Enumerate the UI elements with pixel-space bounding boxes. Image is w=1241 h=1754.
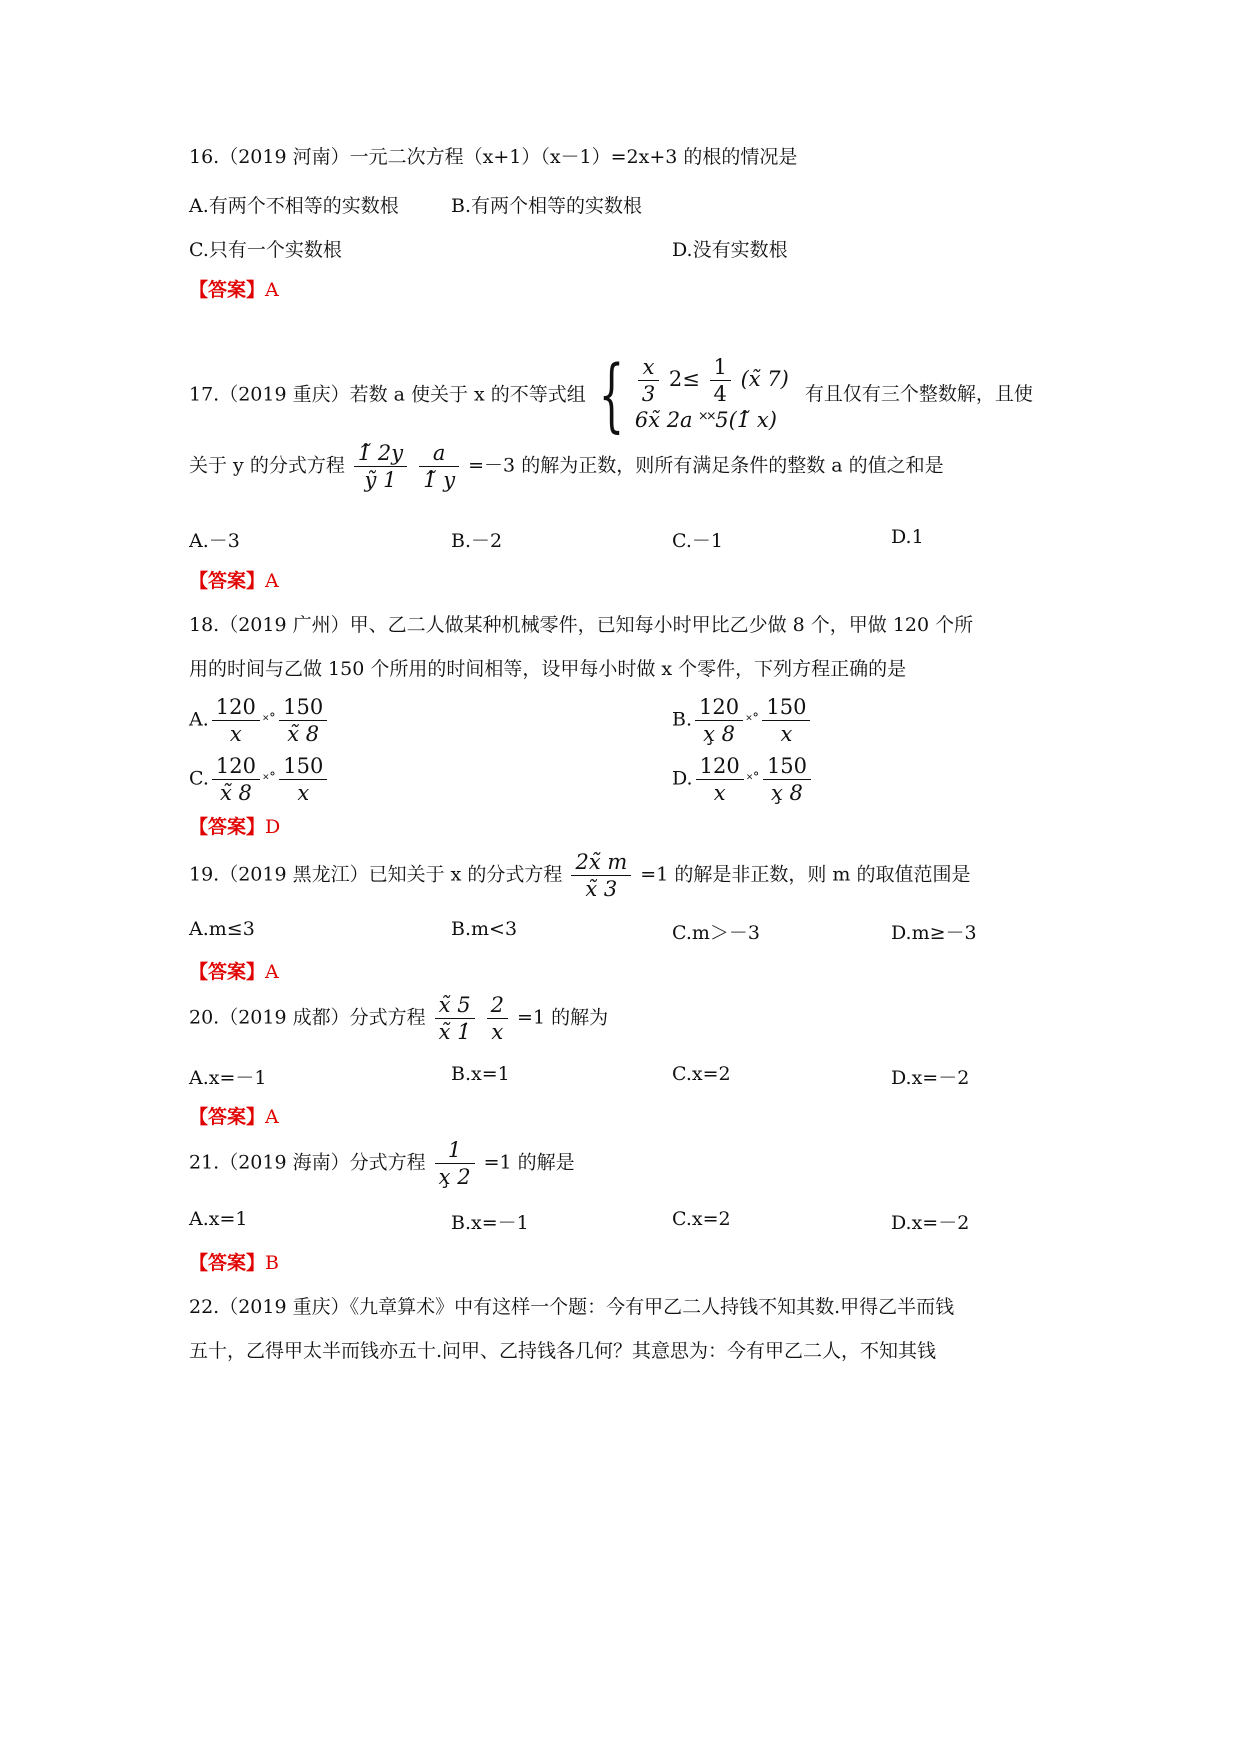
answer-label: 【答案】 [189,961,266,983]
q17-option-d: D.1 [891,526,924,548]
q18-option-b: B. $\frac{120}{x̧ 8}$ ˟˚ $\frac{150}{x}$ [672,695,813,746]
q19-option-d: D.m≥－3 [891,922,977,944]
q16-option-d: D.没有实数根 [672,239,788,261]
answer-label: 【答案】 [189,816,266,838]
q21-option-a: A.x=1 [189,1208,248,1230]
answer-value: A [265,279,279,301]
fraction: $\frac{150}{x̃ 8}$ [279,695,327,746]
q18-option-d: D. $\frac{120}{x}$ ˟˚ $\frac{150}{x̧ 8}$ [672,754,814,805]
q16-stem: 16.（2019 河南）一元二次方程（x+1）（x－1）=2x+3 的根的情况是 [189,146,798,168]
q17-prefix: 17.（2019 重庆）若数 a 使关于 x 的不等式组 [189,383,586,406]
fraction: $\frac{150}{x̧ 8}$ [763,754,811,805]
answer-label: 【答案】 [189,279,266,301]
q18-option-c: C. $\frac{120}{x̃ 8}$ ˟˚ $\frac{150}{x}$ [189,754,330,805]
q19-answer [189,961,279,984]
q22-stem-line1: 22.（2019 重庆）《九章算术》中有这样一个题：今有甲乙二人持钱不知其数.甲得乙半而钱 [189,1296,955,1318]
q16-option-c: C.只有一个实数根 [189,239,342,261]
q20-answer [189,1106,279,1129]
q17-stem-line2: 关于 y 的分式方程 $\frac{1̃ 2y}{\text{ỹ 1}}$ $\frac{a}{1̃ y}$ =－3 的解为正数，则所有满足条件的整数 a 的值之和是 [189,441,944,493]
q19-option-b: B.m<3 [451,918,518,940]
fraction: $\frac{120}{x̃ 8}$ [212,754,260,805]
answer-value: A [265,1106,279,1128]
q19-option-a: A.m≤3 [189,918,255,940]
fraction: $\frac{1}{4}$ [710,355,731,406]
inequality-system [635,355,789,436]
q20-option-a: A.x=－1 [189,1067,267,1089]
answer-label: 【答案】 [189,570,266,592]
fraction: $\frac{120}{x}$ [696,754,744,805]
q17-suffix: 有且仅有三个整数解，且使 [804,383,1033,406]
fraction: $\frac{x̃ 5}{x̃ 1̇}$ [435,993,475,1044]
fraction: $\frac{x}{3}$ [638,355,659,406]
q18-stem-line1: 18.（2019 广州）甲、乙二人做某种机械零件，已知每小时甲比乙少做 8 个，甲做 120 个所 [189,614,974,636]
q17-stem-line1 [189,348,1033,442]
q17-answer [189,570,279,593]
q21-option-d: D.x=－2 [891,1212,970,1234]
fraction: $\frac{120}{x}$ [212,695,260,746]
answer-value: A [265,570,279,592]
fraction: $\frac{a}{1̃ y}$ [419,441,459,492]
answer-value: D [265,816,281,838]
q20-option-c: C.x=2 [672,1063,731,1085]
fraction: $\frac{2}{x}$ [487,993,508,1044]
q18-option-a: A. $\frac{120}{x}$ ˟˚ $\frac{150}{x̃ 8}$ [189,695,330,746]
q19-stem: 19.（2019 黑龙江）已知关于 x 的分式方程 $\frac{2x̃ m}{x̃ 3}$ =1 的解是非正数，则 m 的取值范围是 [189,850,971,902]
q17-option-c: C.－1 [672,530,723,552]
q16-option-a: A.有两个不相等的实数根 [189,195,399,217]
fraction: $\frac{1}{x̧ 2}$ [435,1138,475,1189]
q21-stem: 21.（2019 海南）分式方程 $\frac{1}{x̧ 2}$ =1 的解是 [189,1138,575,1190]
fraction: $\frac{150}{x}$ [279,754,327,805]
q20-option-b: B.x=1 [451,1063,510,1085]
fraction: $\frac{2x̃ m}{x̃ 3}$ [571,850,631,901]
answer-label: 【答案】 [189,1106,266,1128]
answer-value: A [265,961,279,983]
answer-label: 【答案】 [189,1252,266,1274]
inequality-row-2: 6x̃ 2a ˟˟5(1̃ x) [634,408,777,433]
fraction: $\frac{120}{x̧ 8}$ [695,695,743,746]
q16-answer [189,279,279,302]
q21-answer [189,1252,279,1275]
q20-stem: 20.（2019 成都）分式方程 $\frac{x̃ 5}{x̃ 1̇}$ $\frac{2}{x}$ =1 的解为 [189,993,609,1045]
fraction: $\frac{1̃ 2y}{\text{ỹ 1}}$ [354,441,407,492]
q17-option-b: B.－2 [451,530,503,552]
q17-option-a: A.－3 [189,530,240,552]
q18-stem-line2: 用的时间与乙做 150 个所用的时间相等，设甲每小时做 x 个零件，下列方程正确的是 [189,658,907,680]
q16-option-b: B.有两个相等的实数根 [451,195,643,217]
q21-option-b: B.x=－1 [451,1212,529,1234]
q21-option-c: C.x=2 [672,1208,731,1230]
q18-answer [189,816,280,839]
q19-option-c: C.m＞－3 [672,922,761,944]
fraction: $\frac{150}{x}$ [762,695,810,746]
inequality-row-1: $\frac{x}{3}$ 2≤ $\frac{1}{4}$ (x̃ 7) [635,355,789,406]
brace-symbol: { [598,348,625,442]
answer-value: B [265,1252,279,1274]
q20-option-d: D.x=－2 [891,1067,970,1089]
q22-stem-line2: 五十，乙得甲太半而钱亦五十.问甲、乙持钱各几何？其意思为：今有甲乙二人，不知其钱 [189,1340,937,1362]
